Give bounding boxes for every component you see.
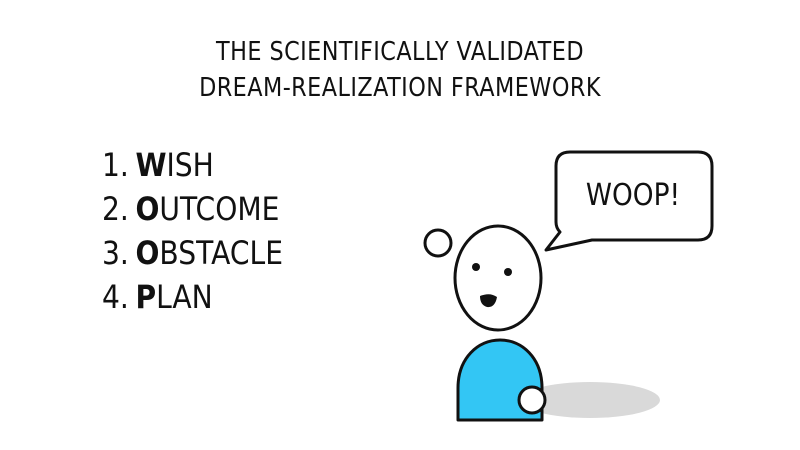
left-eye bbox=[472, 263, 480, 271]
step-rest: LAN bbox=[156, 278, 213, 316]
title-line-2: DREAM-REALIZATION FRAMEWORK bbox=[199, 73, 601, 103]
step-number: 3. bbox=[102, 234, 129, 272]
speech-bubble-text: WOOP! bbox=[585, 178, 681, 213]
step-number: 1. bbox=[102, 146, 129, 184]
character-head bbox=[455, 226, 541, 330]
step-initial: O bbox=[135, 190, 160, 228]
step-initial: W bbox=[135, 146, 167, 184]
character-hand bbox=[519, 387, 545, 413]
step-rest: ISH bbox=[166, 146, 214, 184]
thought-bubble-dot bbox=[425, 230, 451, 256]
step-number: 2. bbox=[102, 190, 129, 228]
step-rest: UTCOME bbox=[159, 190, 280, 228]
step-rest: BSTACLE bbox=[159, 234, 284, 272]
step-number: 4. bbox=[102, 278, 129, 316]
right-eye bbox=[504, 268, 512, 276]
title-line-1: THE SCIENTIFICALLY VALIDATED bbox=[216, 37, 584, 67]
step-initial: P bbox=[135, 278, 157, 316]
step-initial: O bbox=[135, 234, 160, 272]
